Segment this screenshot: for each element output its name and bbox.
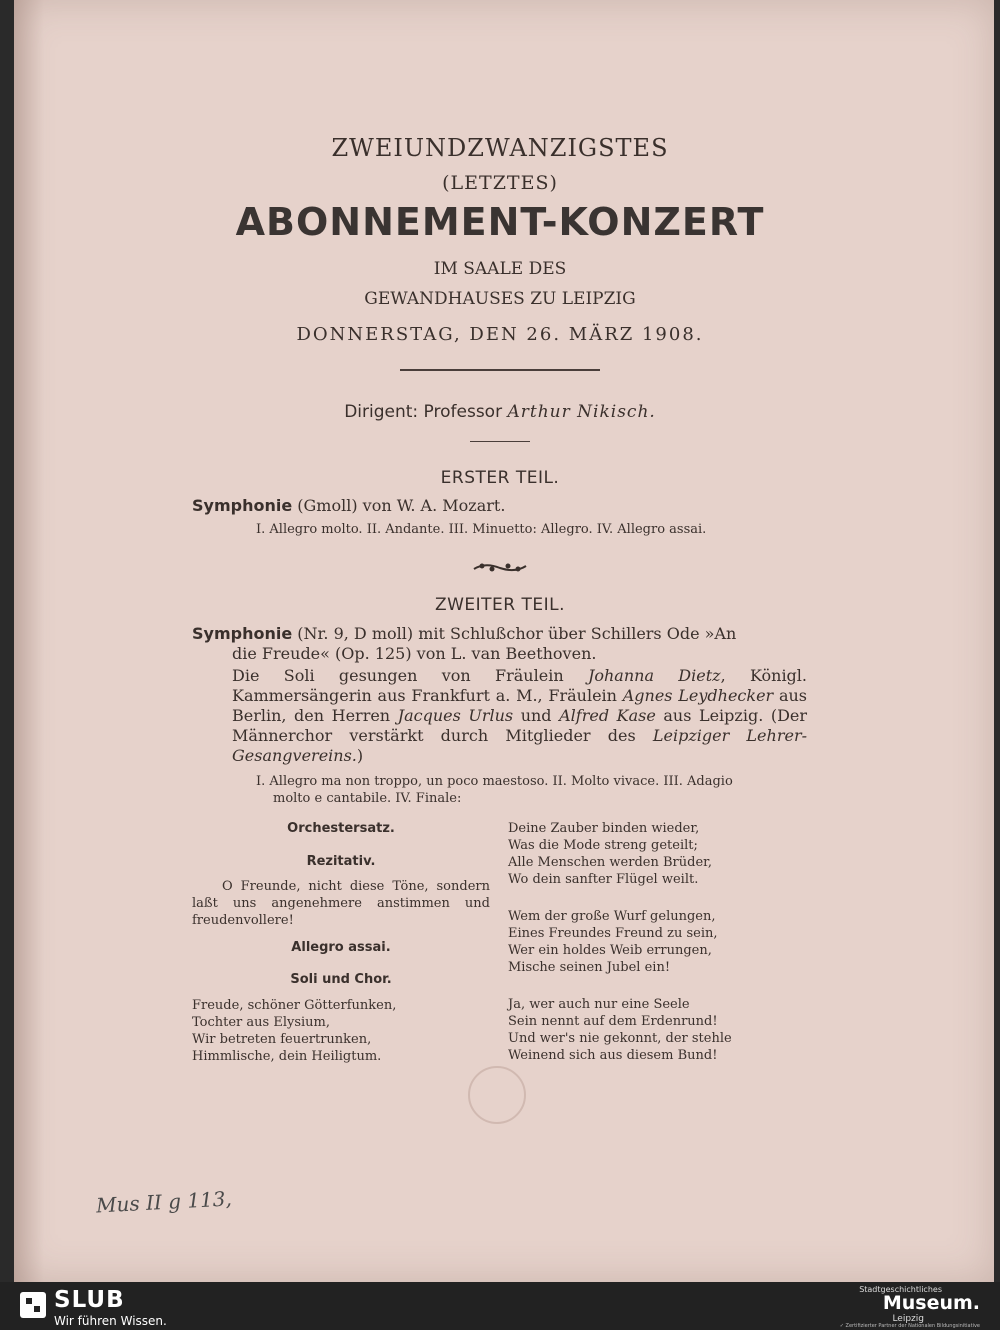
part-1-work bbox=[192, 496, 505, 515]
choir-name: Leipziger Lehrer-Gesangvereins. bbox=[232, 726, 807, 765]
concert-title: ABONNEMENT-KONZERT bbox=[235, 200, 765, 244]
soloist-name-3: Jacques Urlus bbox=[397, 706, 514, 725]
verse-line: Weinend sich aus diesem Bund! bbox=[508, 1048, 718, 1063]
verse-line: Sein nennt auf dem Erdenrund! bbox=[508, 1014, 718, 1029]
part-2-work-detail-2: die Freude« (Op. 125) von L. van Beethoven. bbox=[232, 644, 597, 663]
verse-line: Freude, schöner Götterfunken, bbox=[192, 998, 397, 1013]
part-2-work-title: Symphonie bbox=[192, 624, 293, 643]
soli-text-6: ) bbox=[356, 746, 364, 765]
text-left-column bbox=[192, 820, 490, 1065]
slub-logo-icon bbox=[20, 1292, 46, 1318]
venue-line-1: IM SAALE DES bbox=[433, 259, 567, 279]
soloists-paragraph bbox=[232, 666, 807, 766]
part-2-movements bbox=[256, 773, 807, 807]
verse-line: Wer ein holdes Weib errungen, bbox=[508, 943, 712, 958]
slub-name[interactable]: SLUB bbox=[54, 1287, 125, 1313]
faint-stamp bbox=[468, 1066, 526, 1124]
museum-city: Leipzig bbox=[892, 1314, 924, 1324]
text-right-column bbox=[508, 820, 808, 1064]
part-2-heading: ZWEITER TEIL. bbox=[434, 595, 566, 615]
verse-line: Mische seinen Jubel ein! bbox=[508, 960, 671, 975]
soloist-name-1: Johanna Dietz bbox=[587, 666, 721, 685]
verse-1 bbox=[192, 997, 490, 1065]
divider-rule bbox=[400, 369, 600, 371]
recitative-text: O Freunde, nicht diese Töne, sondern laßt uns angenehmere anstimmen und freudenvollere! bbox=[192, 879, 490, 928]
concert-date: DONNERSTAG, DEN 26. MÄRZ 1908. bbox=[296, 324, 704, 345]
heading-rezitativ: Rezitativ. bbox=[306, 854, 376, 869]
verse-line: Wo dein sanfter Flügel weilt. bbox=[508, 872, 699, 887]
header-line-1: ZWEIUNDZWANZIGSTES bbox=[331, 134, 669, 162]
verse-line: Deine Zauber binden wieder, bbox=[508, 821, 700, 836]
soli-text-3: aus Berlin, den Herren bbox=[232, 686, 808, 725]
heading-orchestersatz: Orchestersatz. bbox=[287, 821, 395, 836]
verse-line: Wir betreten feuertrunken, bbox=[192, 1032, 372, 1047]
header-line-2: (LETZTES) bbox=[442, 172, 558, 194]
soloist-name-2: Agnes Leydhecker bbox=[622, 686, 774, 705]
verse-line: Alle Menschen werden Brüder, bbox=[508, 855, 713, 870]
soli-text-1: Die Soli gesungen von Fräulein bbox=[232, 666, 588, 685]
part-2-work-detail-1: (Nr. 9, D moll) mit Schlußchor über Schillers Ode »An bbox=[292, 624, 737, 643]
museum-subtitle: Stadtgeschichtliches bbox=[859, 1285, 942, 1294]
heading-soli-und-chor: Soli und Chor. bbox=[290, 972, 392, 987]
conductor-line bbox=[0, 402, 1000, 422]
verse-4 bbox=[508, 996, 808, 1064]
verse-line: Und wer's nie gekonnt, der stehle bbox=[508, 1031, 732, 1046]
slub-tagline: Wir führen Wissen. bbox=[54, 1314, 167, 1328]
footer-bar bbox=[0, 1282, 1000, 1330]
part-1-heading: ERSTER TEIL. bbox=[440, 468, 560, 488]
conductor-name: Arthur Nikisch. bbox=[507, 402, 656, 422]
verse-line: Ja, wer auch nur eine Seele bbox=[508, 997, 690, 1012]
soloist-name-4: Alfred Kase bbox=[559, 706, 656, 725]
verse-line: Himmlische, dein Heiligtum. bbox=[192, 1049, 382, 1064]
museum-name[interactable]: Museum. bbox=[882, 1292, 980, 1314]
short-divider bbox=[470, 441, 530, 442]
verse-line: Tochter aus Elysium, bbox=[192, 1015, 330, 1030]
part-2-movements-2: molto e cantabile. IV. Finale: bbox=[273, 791, 462, 806]
museum-partner-note: ✓ Zertifizierter Partner der Nationalen Bildungsinitiative bbox=[839, 1323, 980, 1329]
verse-line: Eines Freundes Freund zu sein, bbox=[508, 926, 718, 941]
ornament-icon bbox=[470, 560, 530, 574]
verse-line: Was die Mode streng geteilt; bbox=[508, 838, 698, 853]
part-2-work bbox=[192, 624, 807, 664]
shelfmark-handwriting: Mus II g 113, bbox=[95, 1186, 233, 1218]
part-1-work-detail: (Gmoll) von W. A. Mozart. bbox=[292, 496, 506, 515]
part-2-movements-1: I. Allegro ma non troppo, un poco maestoso. II. Molto vivace. III. Adagio bbox=[256, 774, 733, 789]
verse-2 bbox=[508, 820, 808, 888]
conductor-label: Dirigent: Professor bbox=[344, 402, 508, 422]
venue-line-2: GEWANDHAUSES ZU LEIPZIG bbox=[364, 289, 636, 309]
soli-text-5: aus Leipzig. (Der Männerchor verstärkt durch Mitglieder des bbox=[232, 706, 808, 745]
soli-text-4: und bbox=[513, 706, 560, 725]
part-1-movements: I. Allegro molto. II. Andante. III. Minuetto: Allegro. IV. Allegro assai. bbox=[256, 522, 707, 537]
soli-text-2: , Königl. Kammersängerin aus Frankfurt a. M., Fräulein bbox=[232, 666, 808, 705]
verse-line: Wem der große Wurf gelungen, bbox=[508, 909, 716, 924]
verse-3 bbox=[508, 908, 808, 976]
heading-allegro-assai: Allegro assai. bbox=[291, 940, 391, 955]
part-1-work-title: Symphonie bbox=[192, 496, 293, 515]
